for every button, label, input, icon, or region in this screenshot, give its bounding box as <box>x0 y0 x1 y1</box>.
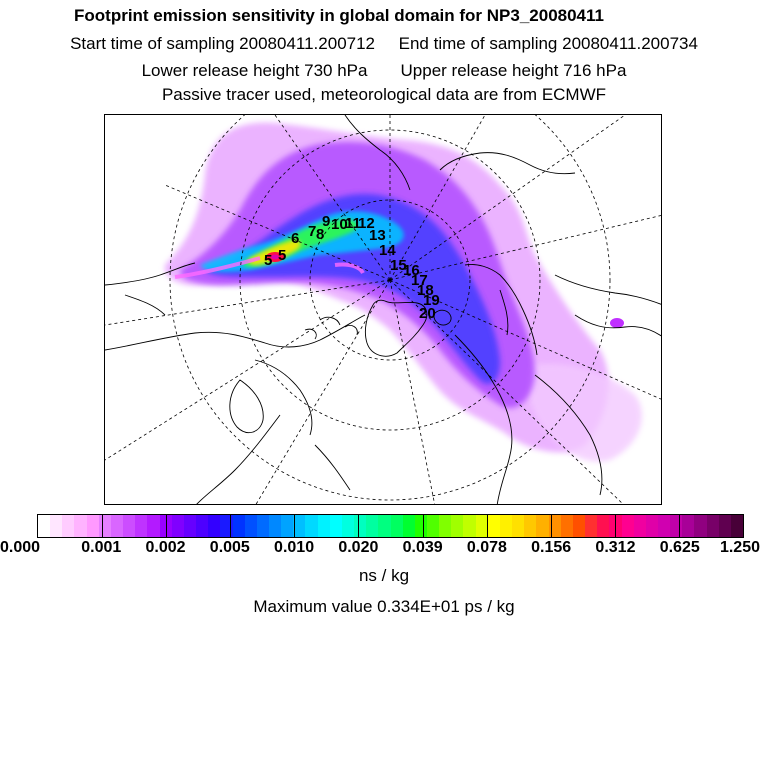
track-label: 10 <box>331 216 348 233</box>
colorbar-swatch <box>87 515 99 537</box>
track-label: 9 <box>322 213 331 230</box>
track-label: 5 <box>278 247 287 264</box>
colorbar-swatch <box>719 515 731 537</box>
colorbar-tick-label: 0.002 <box>145 539 186 556</box>
colorbar-swatch <box>731 515 743 537</box>
colorbar-swatch <box>50 515 62 537</box>
colorbar-tick-label: 0.078 <box>466 539 507 556</box>
sampling-times <box>0 34 768 54</box>
colorbar-swatch <box>707 515 719 537</box>
colorbar-tick-label: 0.001 <box>81 539 122 556</box>
colorbar-swatch <box>74 515 86 537</box>
colorbar-swatch <box>463 515 475 537</box>
colorbar <box>37 514 744 538</box>
colorbar-swatch <box>427 515 439 537</box>
colorbar-divider <box>294 515 295 537</box>
release-heights <box>0 61 768 81</box>
colorbar-divider <box>615 515 616 537</box>
colorbar-tick-label: 0.010 <box>274 539 315 556</box>
colorbar-swatch <box>354 515 366 537</box>
colorbar-swatch <box>622 515 634 537</box>
maximum-value-label: Maximum value 0.334E+01 ps / kg <box>253 597 515 616</box>
colorbar-swatch <box>403 515 415 537</box>
colorbar-swatch <box>257 515 269 537</box>
colorbar-tick-label: 1.250 <box>719 539 760 556</box>
colorbar-swatch <box>500 515 512 537</box>
colorbar-swatch <box>233 515 245 537</box>
colorbar-divider <box>358 515 359 537</box>
track-label: 17 <box>411 272 428 289</box>
colorbar-swatch <box>342 515 354 537</box>
track-label: 14 <box>379 242 396 259</box>
colorbar-swatch <box>597 515 609 537</box>
colorbar-swatch <box>694 515 706 537</box>
colorbar-swatch <box>573 515 585 537</box>
track-label: 8 <box>316 226 325 243</box>
colorbar-divider <box>166 515 167 537</box>
colorbar-swatch <box>318 515 330 537</box>
track-label: 16 <box>403 262 420 279</box>
track-label: 18 <box>417 282 434 299</box>
colorbar-swatch <box>99 515 111 537</box>
track-label: 6 <box>291 230 300 247</box>
colorbar-unit: ns / kg <box>358 566 410 585</box>
track-label: 20 <box>419 305 436 322</box>
plot-title: Footprint emission sensitivity in global domain for NP3_20080411 <box>74 6 604 25</box>
colorbar-swatch <box>634 515 646 537</box>
colorbar-swatch <box>38 515 50 537</box>
colorbar-swatch <box>135 515 147 537</box>
colorbar-swatch <box>184 515 196 537</box>
east-patch <box>610 318 624 328</box>
colorbar-divider <box>487 515 488 537</box>
colorbar-swatch <box>111 515 123 537</box>
footprint-map <box>105 115 662 505</box>
upper-release-label: Upper release height 716 hPa <box>400 61 627 80</box>
colorbar-swatch <box>366 515 378 537</box>
colorbar-swatch <box>330 515 342 537</box>
track-label: 19 <box>423 292 440 309</box>
colorbar-swatch <box>378 515 390 537</box>
colorbar-swatch <box>123 515 135 537</box>
colorbar-swatch <box>147 515 159 537</box>
colorbar-swatch <box>196 515 208 537</box>
colorbar-tick-label: 0.625 <box>659 539 700 556</box>
colorbar-tick-label: 0.156 <box>531 539 572 556</box>
colorbar-divider <box>551 515 552 537</box>
colorbar-swatch <box>245 515 257 537</box>
colorbar-swatch <box>536 515 548 537</box>
colorbar-swatch <box>488 515 500 537</box>
colorbar-swatch <box>391 515 403 537</box>
sampling-start-label: Start time of sampling 20080411.200712 <box>70 34 376 53</box>
colorbar-ticks <box>0 539 768 561</box>
track-label: 5 <box>264 252 273 269</box>
tracer-note: Passive tracer used, meteorological data are from ECMWF <box>161 85 607 104</box>
colorbar-swatch <box>305 515 317 537</box>
lower-release-label: Lower release height 730 hPa <box>141 61 368 80</box>
track-label: 7 <box>308 223 317 240</box>
colorbar-swatch <box>512 515 524 537</box>
map-panel <box>104 114 662 505</box>
colorbar-tick-label: 0.020 <box>338 539 379 556</box>
colorbar-swatch <box>658 515 670 537</box>
colorbar-swatch <box>439 515 451 537</box>
colorbar-swatch <box>524 515 536 537</box>
colorbar-tick-label: 0.312 <box>595 539 636 556</box>
colorbar-divider <box>423 515 424 537</box>
coastline-arctic-islands <box>305 317 357 339</box>
colorbar-swatch <box>415 515 427 537</box>
colorbar-swatch <box>646 515 658 537</box>
colorbar-swatch <box>208 515 220 537</box>
track-label: 15 <box>390 257 407 274</box>
sampling-end-label: End time of sampling 20080411.200734 <box>398 34 698 53</box>
colorbar-tick-label: 0.005 <box>209 539 250 556</box>
colorbar-swatch <box>172 515 184 537</box>
colorbar-swatch <box>585 515 597 537</box>
coastline-hudson-bay <box>230 380 263 433</box>
colorbar-divider <box>679 515 680 537</box>
track-label: 13 <box>369 227 386 244</box>
colorbar-swatch <box>269 515 281 537</box>
colorbar-tick-label: 0.039 <box>402 539 443 556</box>
coastline-canada <box>105 315 365 505</box>
colorbar-swatch <box>62 515 74 537</box>
track-label: 12 <box>358 215 375 232</box>
colorbar-swatch <box>561 515 573 537</box>
track-label: 11 <box>345 215 361 232</box>
colorbar-tick-label: 0.000 <box>0 539 41 556</box>
colorbar-divider <box>102 515 103 537</box>
colorbar-swatch <box>281 515 293 537</box>
colorbar-divider <box>230 515 231 537</box>
colorbar-swatch <box>670 515 682 537</box>
colorbar-swatch <box>682 515 694 537</box>
colorbar-swatch <box>451 515 463 537</box>
